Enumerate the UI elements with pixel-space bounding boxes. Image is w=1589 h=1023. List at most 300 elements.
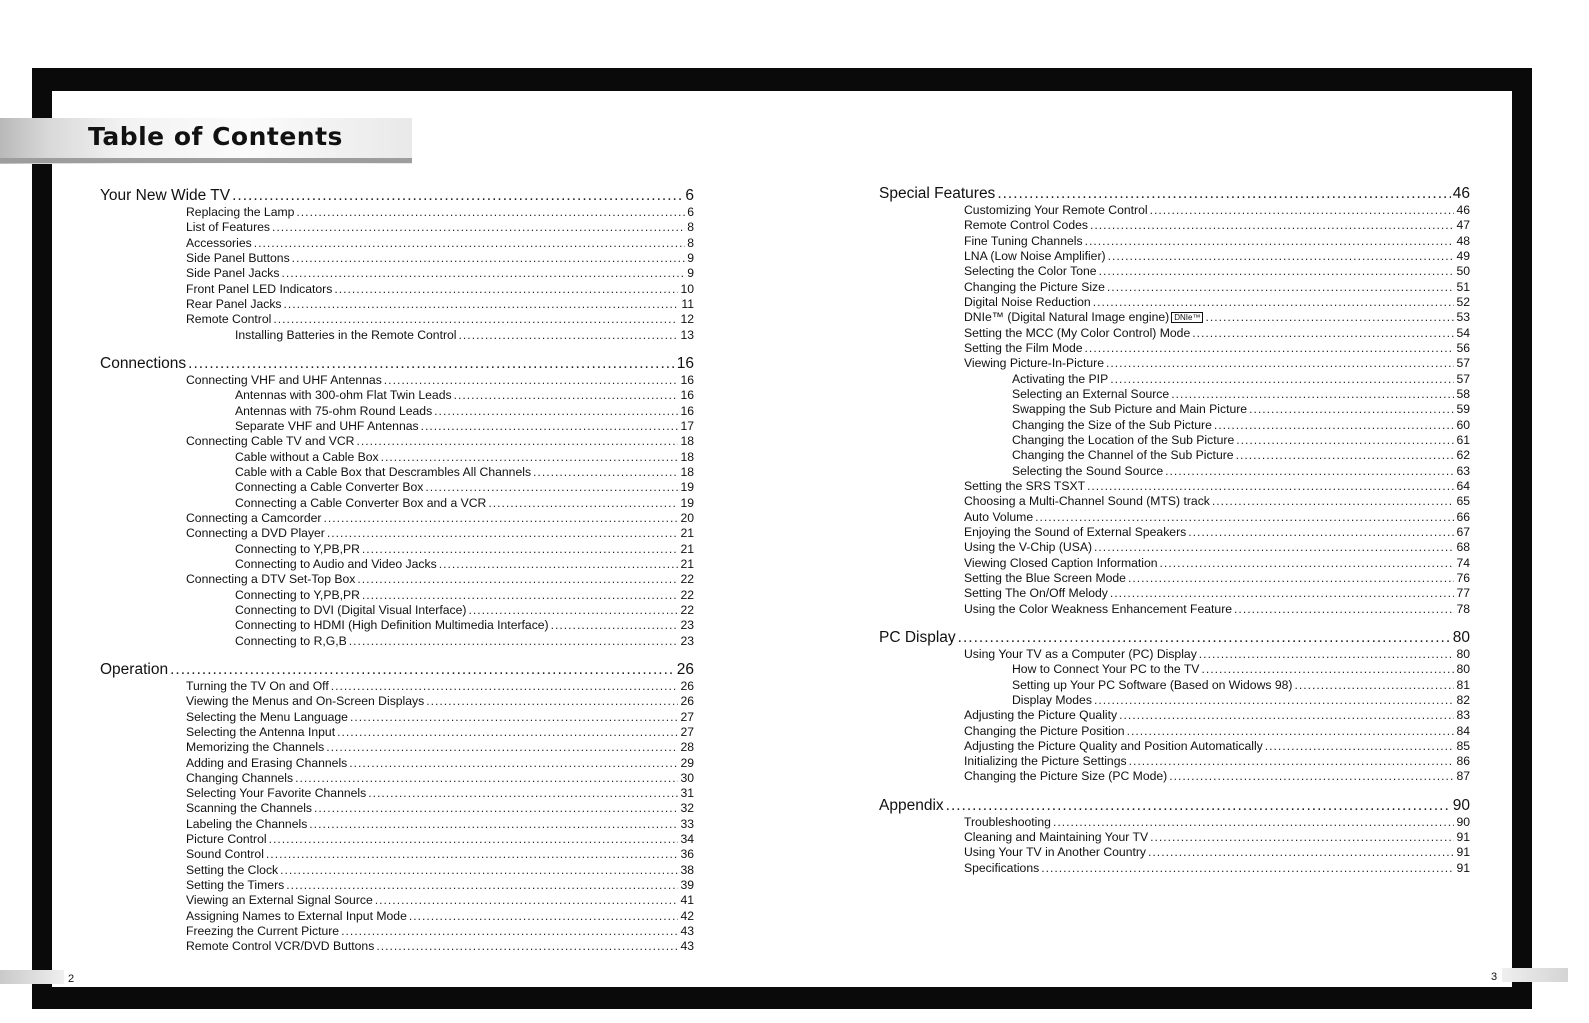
toc-entry[interactable] bbox=[100, 801, 694, 816]
toc-page-number: 74 bbox=[1456, 555, 1470, 570]
toc-entry-text: Selecting Your Favorite Channels bbox=[186, 786, 367, 801]
toc-entry-label bbox=[186, 740, 324, 755]
toc-entry-label bbox=[1012, 693, 1092, 708]
toc-page-number: 36 bbox=[680, 847, 694, 862]
toc-entry-label bbox=[235, 618, 549, 633]
dot-leader bbox=[468, 603, 678, 618]
dot-leader bbox=[327, 526, 679, 541]
toc-entry-text: Front Panel LED Indicators bbox=[186, 281, 333, 296]
toc-entry-label bbox=[964, 647, 1197, 662]
toc-entry-label bbox=[235, 404, 432, 419]
toc-entry-text: Specifications bbox=[964, 860, 1040, 875]
toc-entry[interactable] bbox=[879, 678, 1470, 693]
toc-entry[interactable] bbox=[100, 434, 694, 449]
toc-entry[interactable] bbox=[879, 769, 1470, 784]
toc-entry[interactable] bbox=[879, 418, 1470, 433]
toc-section-heading-label bbox=[879, 797, 944, 815]
toc-page-number: 43 bbox=[680, 924, 694, 939]
toc-entry-text: LNA (Low Noise Amplifier) bbox=[964, 248, 1106, 263]
toc-section-heading[interactable] bbox=[100, 661, 694, 679]
toc-entry[interactable] bbox=[100, 786, 694, 801]
dot-leader bbox=[326, 740, 678, 755]
toc-page-number: 9 bbox=[687, 250, 694, 265]
toc-entry[interactable] bbox=[879, 402, 1470, 417]
dot-leader bbox=[533, 465, 678, 480]
toc-entry[interactable] bbox=[100, 878, 694, 893]
toc-entry-label bbox=[964, 586, 1108, 601]
toc-entry-label bbox=[186, 771, 293, 786]
toc-entry[interactable] bbox=[879, 326, 1470, 341]
toc-entry[interactable] bbox=[879, 708, 1470, 723]
toc-entry[interactable] bbox=[100, 756, 694, 771]
dot-leader bbox=[1119, 708, 1454, 723]
toc-entry[interactable] bbox=[100, 572, 694, 587]
toc-entry-text: Changing the Location of the Sub Picture bbox=[1012, 432, 1235, 447]
toc-entry-text: Setting the Timers bbox=[186, 878, 285, 893]
dot-leader bbox=[421, 419, 679, 434]
toc-page-number: 27 bbox=[680, 724, 694, 739]
toc-entry[interactable] bbox=[100, 557, 694, 572]
toc-entry[interactable] bbox=[100, 863, 694, 878]
toc-entry-text: Connecting to Y,PB,PR bbox=[235, 587, 360, 602]
toc-section-heading-text: PC Display bbox=[879, 628, 956, 646]
toc-entry-label bbox=[186, 725, 335, 740]
toc-entry[interactable] bbox=[100, 419, 694, 434]
dot-leader bbox=[1099, 264, 1455, 279]
toc-entry-label bbox=[186, 205, 294, 220]
toc-entry-label bbox=[186, 282, 332, 297]
dot-leader bbox=[488, 496, 678, 511]
dot-leader bbox=[1294, 678, 1454, 693]
toc-entry[interactable] bbox=[879, 739, 1470, 754]
dot-leader bbox=[1236, 448, 1455, 463]
toc-entry-text: Digital Noise Reduction bbox=[964, 294, 1091, 309]
toc-entry-text: List of Features bbox=[186, 220, 270, 235]
toc-page-number: 84 bbox=[1456, 723, 1470, 738]
toc-entry[interactable] bbox=[100, 251, 694, 266]
toc-entry-text: Activating the PIP bbox=[1012, 371, 1109, 386]
dot-leader bbox=[376, 939, 678, 954]
dot-leader bbox=[362, 588, 679, 603]
toc-entry-label bbox=[1012, 448, 1234, 463]
toc-entry-label bbox=[235, 542, 360, 557]
toc-entry-text: Setting The On/Off Melody bbox=[964, 586, 1108, 601]
toc-entry-text: Cable without a Cable Box bbox=[235, 449, 379, 464]
toc-page-number: 60 bbox=[1456, 417, 1470, 432]
toc-entry[interactable] bbox=[879, 448, 1470, 463]
dot-leader bbox=[1129, 754, 1455, 769]
toc-entry[interactable] bbox=[879, 494, 1470, 509]
dot-leader bbox=[958, 629, 1451, 647]
toc-entry[interactable] bbox=[100, 634, 694, 649]
toc-page-number: 34 bbox=[680, 832, 694, 847]
toc-entry-label bbox=[964, 218, 1088, 233]
toc-entry[interactable] bbox=[100, 893, 694, 908]
toc-entry-label bbox=[1012, 372, 1108, 387]
toc-page-number: 39 bbox=[680, 878, 694, 893]
dot-leader bbox=[266, 847, 679, 862]
toc-page-number: 19 bbox=[680, 495, 694, 510]
toc-entry[interactable] bbox=[879, 693, 1470, 708]
toc-page-number: 52 bbox=[1456, 294, 1470, 309]
dot-leader bbox=[459, 328, 679, 343]
toc-section-heading-label bbox=[100, 355, 186, 373]
toc-entry-label bbox=[964, 815, 1051, 830]
toc-page-number: 85 bbox=[1456, 738, 1470, 753]
toc-entry-label bbox=[964, 510, 1033, 525]
toc-entry-text: Sound Control bbox=[186, 847, 264, 862]
toc-page-number: 53 bbox=[1456, 310, 1470, 325]
dot-leader bbox=[1265, 739, 1455, 754]
toc-section-heading-label bbox=[879, 629, 956, 647]
toc-entry-text: Changing the Picture Size bbox=[964, 279, 1105, 294]
toc-entry[interactable] bbox=[100, 725, 694, 740]
toc-entry-text: Connecting VHF and UHF Antennas bbox=[186, 372, 382, 387]
toc-page-number: 81 bbox=[1456, 677, 1470, 692]
toc-entry[interactable] bbox=[100, 710, 694, 725]
toc-entry[interactable] bbox=[879, 510, 1470, 525]
toc-entry-label bbox=[186, 832, 267, 847]
toc-section-heading[interactable] bbox=[879, 629, 1470, 647]
toc-entry[interactable] bbox=[879, 387, 1470, 402]
dot-leader bbox=[1085, 341, 1455, 356]
toc-section-heading-text: Connections bbox=[100, 354, 187, 372]
toc-entry-text: Remote Control Codes bbox=[964, 218, 1088, 233]
toc-entry[interactable] bbox=[100, 679, 694, 694]
dot-leader bbox=[1171, 387, 1454, 402]
toc-section-heading[interactable] bbox=[879, 797, 1470, 815]
toc-entry-label bbox=[964, 280, 1105, 295]
toc-entry[interactable] bbox=[879, 295, 1470, 310]
toc-entry[interactable] bbox=[879, 249, 1470, 264]
toc-section-heading[interactable] bbox=[100, 187, 694, 205]
toc-entry[interactable] bbox=[879, 310, 1470, 325]
dot-leader bbox=[1041, 861, 1454, 876]
toc-entry[interactable] bbox=[879, 433, 1470, 448]
toc-entry[interactable] bbox=[100, 694, 694, 709]
toc-entry[interactable] bbox=[100, 847, 694, 862]
toc-entry-text: Using Your TV as a Computer (PC) Display bbox=[964, 646, 1197, 661]
toc-entry-text: Adding and Erasing Channels bbox=[186, 755, 348, 770]
dot-leader bbox=[1110, 586, 1455, 601]
toc-entry-text: Using the Color Weakness Enhancement Feature bbox=[964, 601, 1233, 616]
toc-entry-text: Replacing the Lamp bbox=[186, 205, 295, 219]
toc-entry-text: Changing Channels bbox=[186, 770, 294, 785]
toc-entry-text: Accessories bbox=[186, 235, 252, 250]
toc-entry-text: Changing the Channel of the Sub Picture bbox=[1012, 448, 1234, 463]
toc-page-number: 16 bbox=[680, 388, 694, 403]
dot-leader bbox=[381, 450, 679, 465]
toc-page-number: 23 bbox=[680, 633, 694, 648]
toc-entry-text: Selecting the Menu Language bbox=[186, 709, 348, 724]
toc-entry-label bbox=[235, 450, 379, 465]
toc-entry-label bbox=[186, 786, 366, 801]
toc-section-heading[interactable] bbox=[100, 355, 694, 373]
toc-entry-text: Viewing Picture-In-Picture bbox=[964, 356, 1104, 371]
toc-entry[interactable] bbox=[100, 771, 694, 786]
dot-leader bbox=[946, 797, 1451, 815]
dot-leader bbox=[232, 187, 683, 205]
toc-page-number: 42 bbox=[680, 908, 694, 923]
toc-entry[interactable] bbox=[879, 662, 1470, 677]
toc-entry[interactable] bbox=[879, 203, 1470, 218]
toc-page-number: 16 bbox=[676, 354, 694, 372]
corner-tab-right bbox=[1502, 968, 1568, 982]
toc-entry-text: Turning the TV On and Off bbox=[186, 678, 329, 693]
dot-leader bbox=[409, 909, 679, 924]
toc-page-number: 28 bbox=[680, 740, 694, 755]
toc-entry-text: Choosing a Multi-Channel Sound (MTS) track bbox=[964, 494, 1210, 509]
toc-entry-label bbox=[1012, 662, 1199, 677]
toc-entry[interactable] bbox=[100, 588, 694, 603]
toc-entry-text: Customizing Your Remote Control bbox=[964, 203, 1148, 217]
dot-leader bbox=[1234, 602, 1454, 617]
toc-entry[interactable] bbox=[879, 372, 1470, 387]
toc-entry[interactable] bbox=[100, 740, 694, 755]
toc-entry-text: Adjusting the Picture Quality and Position Automatically bbox=[964, 738, 1263, 753]
toc-entry[interactable] bbox=[879, 479, 1470, 494]
toc-section-heading-label bbox=[100, 661, 168, 679]
page-frame-bottom bbox=[32, 987, 1532, 1009]
toc-entry[interactable] bbox=[879, 234, 1470, 249]
toc-entry-text: Picture Control bbox=[186, 832, 267, 847]
toc-entry-label bbox=[964, 356, 1104, 371]
toc-entry-text: Setting the SRS TSXT bbox=[964, 478, 1086, 493]
toc-entry-text: How to Connect Your PC to the TV bbox=[1012, 662, 1200, 677]
toc-page-number: 21 bbox=[680, 541, 694, 556]
toc-page-number: 57 bbox=[1456, 356, 1470, 371]
toc-entry-label bbox=[186, 526, 325, 541]
toc-entry[interactable] bbox=[879, 815, 1470, 830]
dot-leader bbox=[269, 832, 679, 847]
toc-entry[interactable] bbox=[100, 817, 694, 832]
toc-entry-text: Memorizing the Channels bbox=[186, 740, 325, 755]
toc-entry[interactable] bbox=[879, 602, 1470, 617]
toc-page-number: 29 bbox=[680, 755, 694, 770]
toc-entry[interactable] bbox=[100, 450, 694, 465]
toc-entry-label bbox=[186, 817, 307, 832]
toc-entry-text: Selecting the Antenna Input bbox=[186, 724, 336, 739]
toc-entry[interactable] bbox=[100, 236, 694, 251]
toc-entry[interactable] bbox=[100, 388, 694, 403]
toc-entry-label bbox=[186, 266, 280, 281]
dot-leader bbox=[1165, 464, 1454, 479]
dot-leader bbox=[375, 893, 679, 908]
toc-entry[interactable] bbox=[100, 603, 694, 618]
toc-page-number: 90 bbox=[1456, 814, 1470, 829]
toc-entry[interactable] bbox=[100, 924, 694, 939]
toc-entry[interactable] bbox=[879, 724, 1470, 739]
dot-leader bbox=[1212, 494, 1455, 509]
toc-entry[interactable] bbox=[100, 511, 694, 526]
toc-section-heading-label bbox=[100, 187, 230, 205]
toc-entry-label bbox=[235, 480, 423, 495]
toc-entry[interactable] bbox=[879, 556, 1470, 571]
toc-entry[interactable] bbox=[100, 480, 694, 495]
dot-leader bbox=[296, 205, 685, 220]
dot-leader bbox=[434, 404, 678, 419]
toc-page-number: 19 bbox=[680, 480, 694, 495]
toc-entry[interactable] bbox=[100, 465, 694, 480]
toc-entry[interactable] bbox=[100, 404, 694, 419]
toc-entry-label bbox=[1012, 418, 1212, 433]
dot-leader bbox=[280, 863, 678, 878]
toc-entry[interactable] bbox=[100, 939, 694, 954]
toc-entry-text: Setting the Clock bbox=[186, 862, 279, 877]
dnie-logo: DNIe™ bbox=[1171, 312, 1203, 323]
toc-page-number: 78 bbox=[1456, 601, 1470, 616]
toc-entry[interactable] bbox=[879, 464, 1470, 479]
toc-page-number: 46 bbox=[1452, 185, 1470, 202]
toc-entry[interactable] bbox=[879, 754, 1470, 769]
toc-entry[interactable] bbox=[100, 496, 694, 511]
toc-entry[interactable] bbox=[100, 909, 694, 924]
toc-entry-text: Changing the Size of the Sub Picture bbox=[1012, 417, 1212, 432]
toc-entry-label bbox=[186, 251, 290, 266]
toc-page-number: 80 bbox=[1452, 628, 1470, 646]
toc-entry[interactable] bbox=[879, 280, 1470, 295]
toc-entry[interactable] bbox=[100, 328, 694, 343]
toc-entry[interactable] bbox=[879, 356, 1470, 371]
toc-entry-label bbox=[235, 388, 452, 403]
toc-page-number: 23 bbox=[680, 618, 694, 633]
toc-entry-label bbox=[964, 724, 1125, 739]
toc-entry[interactable] bbox=[879, 647, 1470, 662]
toc-entry-label bbox=[186, 511, 322, 526]
toc-entry-text: Setting up Your PC Software (Based on Widows 98) bbox=[1012, 677, 1293, 692]
toc-entry[interactable] bbox=[879, 264, 1470, 279]
toc-entry-label bbox=[186, 679, 329, 694]
toc-page-number: 26 bbox=[676, 660, 694, 678]
toc-entry-label bbox=[186, 863, 278, 878]
toc-page-number: 87 bbox=[1456, 769, 1470, 784]
toc-page-number: 20 bbox=[680, 510, 694, 525]
toc-entry-text: Auto Volume bbox=[964, 509, 1034, 524]
toc-entry-label bbox=[186, 434, 354, 449]
toc-entry-text: Using Your TV in Another Country bbox=[964, 845, 1147, 860]
toc-entry-label bbox=[186, 297, 282, 312]
toc-page-number: 32 bbox=[680, 801, 694, 816]
dot-leader bbox=[273, 312, 678, 327]
toc-entry-label bbox=[186, 373, 382, 388]
dot-leader bbox=[272, 220, 685, 235]
toc-entry-label bbox=[964, 845, 1146, 860]
toc-page-number: 46 bbox=[1456, 203, 1470, 217]
toc-entry-label bbox=[186, 893, 373, 908]
toc-entry-text: Connecting a Cable Converter Box bbox=[235, 480, 424, 495]
toc-entry[interactable] bbox=[879, 571, 1470, 586]
toc-entry[interactable] bbox=[879, 586, 1470, 601]
toc-page-number: 18 bbox=[680, 449, 694, 464]
toc-right-column bbox=[879, 185, 1470, 876]
toc-page-number: 27 bbox=[680, 709, 694, 724]
toc-entry[interactable] bbox=[100, 266, 694, 281]
toc-page-number: 90 bbox=[1452, 796, 1470, 814]
page-frame-left bbox=[32, 68, 52, 1009]
toc-entry-label bbox=[186, 756, 347, 771]
dot-leader bbox=[324, 511, 679, 526]
toc-section-heading[interactable] bbox=[879, 185, 1470, 203]
toc-entry-label bbox=[235, 419, 419, 434]
toc-entry-label bbox=[186, 924, 339, 939]
dot-leader bbox=[1148, 845, 1454, 860]
dot-leader bbox=[1150, 830, 1454, 845]
toc-entry-label bbox=[964, 494, 1210, 509]
toc-entry[interactable] bbox=[100, 542, 694, 557]
dot-leader bbox=[1188, 525, 1454, 540]
toc-entry-text: Side Panel Buttons bbox=[186, 250, 290, 265]
toc-entry-text: Setting the Blue Screen Mode bbox=[964, 570, 1126, 585]
toc-entry[interactable] bbox=[100, 526, 694, 541]
toc-entry-text: Initializing the Picture Settings bbox=[964, 754, 1127, 769]
toc-entry-label bbox=[964, 754, 1127, 769]
toc-entry-text: Adjusting the Picture Quality bbox=[964, 708, 1118, 723]
dot-leader bbox=[334, 282, 678, 297]
toc-page-number: 31 bbox=[680, 786, 694, 801]
toc-entry-label bbox=[1012, 433, 1234, 448]
dot-leader bbox=[349, 756, 678, 771]
toc-entry-text: Installing Batteries in the Remote Control bbox=[235, 327, 457, 342]
toc-entry[interactable] bbox=[100, 618, 694, 633]
toc-page-number: 10 bbox=[680, 281, 694, 296]
toc-entry[interactable] bbox=[100, 373, 694, 388]
toc-page-number: 54 bbox=[1456, 325, 1470, 340]
dot-leader bbox=[295, 771, 678, 786]
toc-entry-text: Setting the Film Mode bbox=[964, 340, 1083, 355]
toc-page-number: 21 bbox=[680, 556, 694, 571]
toc-entry[interactable] bbox=[100, 205, 694, 220]
toc-entry-text: Fine Tuning Channels bbox=[964, 233, 1083, 248]
toc-entry[interactable] bbox=[100, 832, 694, 847]
toc-entry[interactable] bbox=[879, 218, 1470, 233]
toc-entry[interactable] bbox=[879, 341, 1470, 356]
toc-entry[interactable] bbox=[879, 861, 1470, 876]
toc-page-number: 26 bbox=[680, 694, 694, 709]
toc-entry-text: Scanning the Channels bbox=[186, 801, 313, 816]
toc-page-number: 48 bbox=[1456, 233, 1470, 248]
toc-entry-label bbox=[186, 572, 355, 587]
dot-leader bbox=[1110, 372, 1454, 387]
toc-entry-label bbox=[186, 710, 348, 725]
toc-entry[interactable] bbox=[100, 282, 694, 297]
toc-page-number: 16 bbox=[680, 403, 694, 418]
toc-page-number: 11 bbox=[681, 296, 694, 311]
toc-entry[interactable] bbox=[100, 220, 694, 235]
toc-entry-label bbox=[964, 708, 1117, 723]
corner-tab-left bbox=[0, 970, 64, 984]
page-frame-right bbox=[1512, 68, 1532, 1009]
toc-entry-text: Troubleshooting bbox=[964, 814, 1051, 829]
dot-leader bbox=[1094, 693, 1455, 708]
toc-page-number: 9 bbox=[687, 266, 694, 281]
dot-leader bbox=[314, 801, 678, 816]
toc-entry[interactable] bbox=[879, 525, 1470, 540]
toc-entry-text: Connecting to HDMI (High Definition Multimedia Interface) bbox=[235, 618, 549, 633]
toc-entry[interactable] bbox=[879, 845, 1470, 860]
toc-entry[interactable] bbox=[879, 540, 1470, 555]
toc-entry[interactable] bbox=[879, 830, 1470, 845]
toc-entry[interactable] bbox=[100, 297, 694, 312]
toc-page-number: 80 bbox=[1456, 662, 1470, 677]
toc-section-heading-label bbox=[879, 185, 995, 203]
dot-leader bbox=[1236, 433, 1454, 448]
toc-entry-text: Selecting the Sound Source bbox=[1012, 463, 1164, 478]
page-number-left: 2 bbox=[68, 973, 75, 985]
toc-entry-label bbox=[235, 557, 437, 572]
toc-page-number: 38 bbox=[680, 862, 694, 877]
toc-page-number: 8 bbox=[687, 235, 694, 250]
toc-entry[interactable] bbox=[100, 312, 694, 327]
